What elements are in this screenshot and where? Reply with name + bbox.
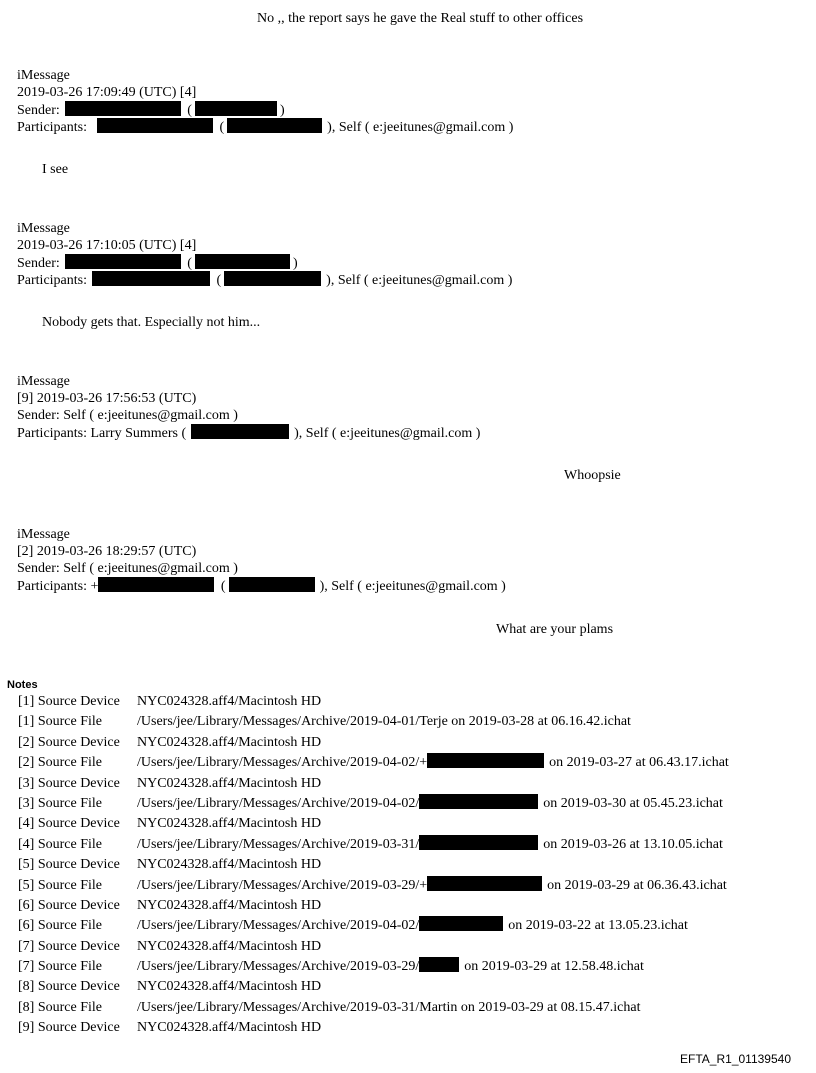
note-row: [18, 774, 729, 794]
note-value: NYC024328.aff4/Macintosh HD: [137, 897, 322, 913]
note-label: [6] Source File: [18, 918, 102, 934]
note-row: [18, 835, 729, 855]
redaction-bar: [195, 254, 290, 269]
redaction-bar: [419, 835, 538, 850]
notes-list: [18, 692, 729, 1039]
note-value: NYC024328.aff4/Macintosh HD: [137, 775, 322, 791]
note-suffix: on 2019-03-27 at 06.43.17.ichat: [549, 755, 729, 771]
note-label: [7] Source Device: [18, 938, 120, 954]
note-label: [3] Source Device: [18, 775, 120, 791]
redaction-bar: [419, 957, 459, 972]
redaction-bar: [195, 101, 277, 116]
message-sender: Sender: Self ( e:jeeitunes@gmail.com ): [17, 408, 238, 423]
message-header-4: [17, 526, 506, 594]
redaction-bar: [427, 753, 544, 768]
note-label: [1] Source File: [18, 714, 102, 730]
message-sender: Sender: Self ( e:jeeitunes@gmail.com ): [17, 561, 238, 576]
note-value: /Users/jee/Library/Messages/Archive/2019-03-31/: [137, 836, 420, 852]
note-value: NYC024328.aff4/Macintosh HD: [137, 1020, 322, 1036]
note-row: [18, 733, 729, 753]
message-service: iMessage: [17, 221, 70, 236]
message-participants: Participants: ( ), Self ( e:jeeitunes@gmail.com ): [17, 120, 514, 135]
participants-label: Participants:: [17, 273, 87, 288]
note-label: [2] Source Device: [18, 734, 120, 750]
note-label: [1] Source Device: [18, 694, 120, 709]
message-body-3: Whoopsie: [564, 468, 621, 483]
message-header-3: [17, 373, 480, 441]
participants-prefix: Participants: +: [17, 579, 99, 594]
message-body-4: What are your plams: [496, 622, 614, 637]
participants-self: ), Self ( e:jeeitunes@gmail.com ): [327, 120, 514, 135]
redaction-bar: [427, 876, 542, 891]
note-label: [4] Source File: [18, 836, 102, 852]
note-suffix: on 2019-03-29 at 12.58.48.ichat: [464, 959, 644, 975]
note-row: [18, 896, 729, 916]
note-value: /Users/jee/Library/Messages/Archive/2019-03-29/: [137, 959, 420, 975]
note-label: [4] Source Device: [18, 816, 120, 832]
redaction-bar: [191, 424, 289, 439]
message-timestamp: [2] 2019-03-26 18:29:57 (UTC): [17, 544, 197, 559]
redaction-bar: [65, 254, 181, 269]
redaction-bar: [419, 794, 538, 809]
redaction-bar: [227, 118, 322, 133]
message-body-top: No ,, the report says he gave the Real stuff to other offices: [257, 11, 584, 26]
participants-prefix: Participants: Larry Summers (: [17, 426, 187, 441]
note-row: [18, 794, 729, 814]
note-row: [18, 977, 729, 997]
message-sender: Sender: ( ): [17, 256, 298, 271]
redaction-bar: [97, 118, 213, 133]
note-row: [18, 692, 729, 712]
message-service: iMessage: [17, 527, 70, 542]
note-label: [6] Source Device: [18, 897, 120, 913]
note-suffix: on 2019-03-22 at 13.05.23.ichat: [508, 918, 688, 934]
note-suffix: on 2019-03-29 at 06.36.43.ichat: [547, 877, 727, 893]
note-row: [18, 957, 729, 977]
redaction-bar: [65, 101, 181, 116]
message-header-1: [17, 67, 513, 135]
message-timestamp: 2019-03-26 17:10:05 (UTC) [4]: [17, 238, 197, 253]
note-suffix: on 2019-03-26 at 13.10.05.ichat: [543, 836, 723, 852]
redaction-bar: [92, 271, 210, 286]
message-participants: Participants: + ( ), Self ( e:jeeitunes@gmail.com ): [17, 579, 506, 594]
note-suffix: on 2019-03-30 at 05.45.23.ichat: [543, 795, 723, 811]
message-participants: [17, 424, 480, 441]
note-label: [7] Source File: [18, 959, 102, 975]
message-header-2: [17, 220, 512, 288]
message-body-1: I see: [42, 162, 69, 177]
redaction-bar: [419, 916, 503, 931]
participants-self: ), Self ( e:jeeitunes@gmail.com ): [294, 426, 481, 441]
note-value: NYC024328.aff4/Macintosh HD: [137, 694, 322, 709]
note-row: [18, 876, 729, 896]
message-timestamp: [9] 2019-03-26 17:56:53 (UTC): [17, 391, 197, 406]
message-sender: Sender: ( ): [17, 103, 285, 118]
note-row: [18, 814, 729, 834]
message-timestamp: 2019-03-26 17:09:49 (UTC) [4]: [17, 85, 197, 100]
message-body-2: Nobody gets that. Especially not him...: [42, 315, 261, 330]
note-row: [18, 1018, 729, 1038]
note-value: NYC024328.aff4/Macintosh HD: [137, 979, 322, 995]
redaction-bar: [98, 577, 214, 592]
sender-label: Sender:: [17, 256, 60, 271]
note-value: NYC024328.aff4/Macintosh HD: [137, 857, 322, 873]
sender-label: Sender:: [17, 103, 60, 118]
redaction-bar: [229, 577, 315, 592]
message-service: iMessage: [17, 68, 70, 83]
note-label: [9] Source Device: [18, 1020, 120, 1036]
note-row: [18, 855, 729, 875]
note-value: /Users/jee/Library/Messages/Archive/2019-04-02/: [137, 918, 420, 934]
note-label: [5] Source Device: [18, 857, 120, 873]
participants-label: Participants:: [17, 120, 87, 135]
note-label: [2] Source File: [18, 755, 102, 771]
note-value: NYC024328.aff4/Macintosh HD: [137, 816, 322, 832]
note-value: /Users/jee/Library/Messages/Archive/2019-04-02/+: [137, 755, 428, 771]
note-row: [18, 753, 729, 773]
note-label: [8] Source Device: [18, 979, 120, 995]
note-value: /Users/jee/Library/Messages/Archive/2019-04-01/Terje on 2019-03-28 at 06.16.42.ichat: [137, 714, 631, 730]
notes-title: Notes: [7, 679, 38, 691]
message-service: iMessage: [17, 374, 70, 389]
note-label: [5] Source File: [18, 877, 102, 893]
note-value: NYC024328.aff4/Macintosh HD: [137, 938, 322, 954]
note-value: /Users/jee/Library/Messages/Archive/2019-03-29/+: [137, 877, 428, 893]
note-row: [18, 937, 729, 957]
note-row: [18, 712, 729, 732]
note-label: [8] Source File: [18, 999, 102, 1015]
note-row: [18, 916, 729, 936]
note-value: NYC024328.aff4/Macintosh HD: [137, 734, 322, 750]
bates-number: EFTA_R1_01139540: [680, 1052, 791, 1066]
note-value: /Users/jee/Library/Messages/Archive/2019-03-31/Martin on 2019-03-29 at 08.15.47.ichat: [137, 999, 641, 1015]
note-value: /Users/jee/Library/Messages/Archive/2019-04-02/: [137, 795, 420, 811]
participants-self: ), Self ( e:jeeitunes@gmail.com ): [319, 579, 506, 594]
redaction-bar: [224, 271, 321, 286]
note-row: [18, 998, 729, 1018]
message-participants: Participants: ( ), Self ( e:jeeitunes@gmail.com ): [17, 273, 513, 288]
note-label: [3] Source File: [18, 795, 102, 811]
participants-self: ), Self ( e:jeeitunes@gmail.com ): [326, 273, 513, 288]
